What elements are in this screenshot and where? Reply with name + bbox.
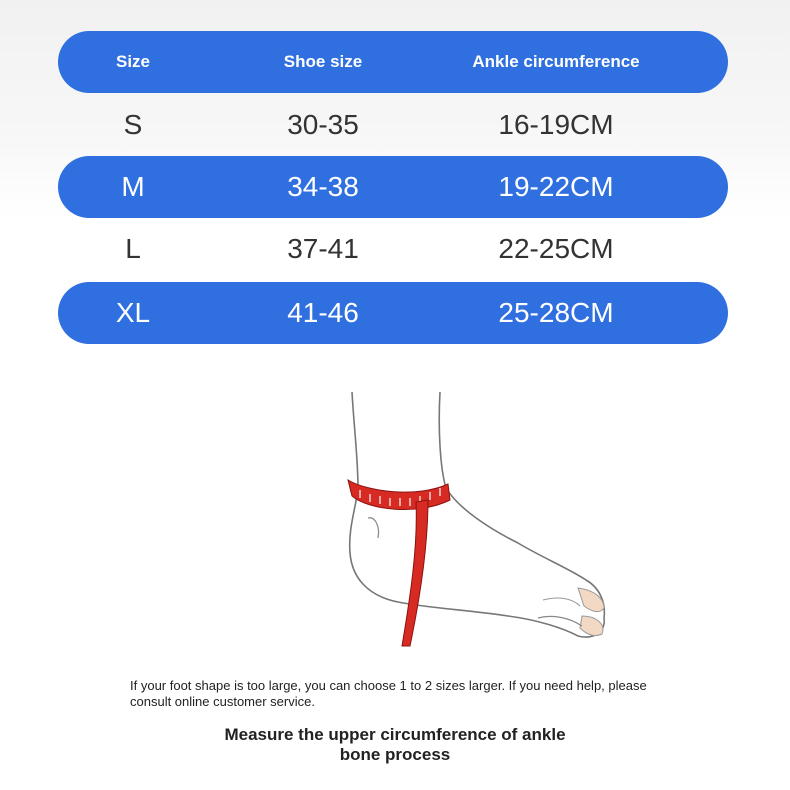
measurement-caption (0, 725, 790, 765)
header-shoe-size: Shoe size (283, 52, 363, 71)
cell-shoe-size: 30-35 (287, 109, 359, 140)
cell-shoe-size: 37-41 (287, 233, 359, 264)
cell-ankle: 16-19CM (498, 109, 614, 140)
cell-size: S (123, 109, 143, 140)
size-notice: If your foot shape is too large, you can choose 1 to 2 sizes larger. If you need help, please consult online customer service. (130, 678, 647, 709)
cell-ankle: 25-28CM (498, 297, 614, 328)
cell-size: M (121, 171, 145, 202)
table-row-s (58, 94, 728, 156)
caption-line-1: Measure the upper circumference of ankle (224, 725, 566, 744)
foot-icon (338, 388, 638, 668)
cell-size: XL (115, 297, 151, 328)
cell-shoe-size: 34-38 (287, 171, 359, 202)
table-header-row (58, 31, 728, 93)
table-row-l (58, 218, 728, 280)
header-ankle-circumference: Ankle circumference (472, 52, 640, 71)
cell-size: L (125, 233, 141, 264)
table-row-xl (58, 282, 728, 344)
table-row-m (58, 156, 728, 218)
cell-shoe-size: 41-46 (287, 297, 359, 328)
caption-line-2: bone process (339, 745, 451, 764)
foot-measuring-tape-illustration (338, 388, 638, 668)
cell-ankle: 19-22CM (498, 171, 614, 202)
cell-ankle: 22-25CM (498, 233, 614, 264)
header-size: Size (115, 52, 151, 71)
